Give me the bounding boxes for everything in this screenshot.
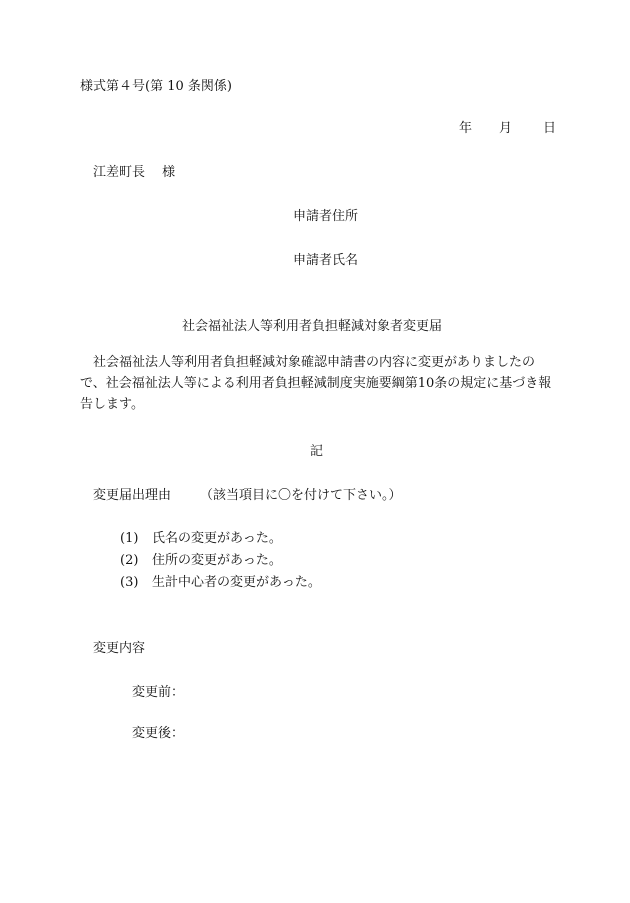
date-month-label: 月 [499,121,513,136]
applicant-name-label: 申請者氏名 [293,253,359,268]
change-content-label: 変更内容 [93,641,146,656]
reason-item-num: (2) [120,553,139,568]
reason-item-text: 氏名の変更があった。 [152,531,282,546]
date-year-label: 年 [459,121,473,136]
reason-item-num: (1) [120,531,139,546]
reason-item-text: 生計中心者の変更があった。 [152,575,321,590]
body-paragraph: 社会福祉法人等利用者負担軽減対象確認申請書の内容に変更がありましたので、社会福祉法人等による利用者負担軽減制度実施要綱第10条の規定に基づき報告します。 [80,355,552,412]
reason-note: （該当項目に〇を付けて下さい。） [200,488,402,503]
reason-item-num: (3) [120,575,139,590]
date-line [459,120,556,138]
document-title: 社会福祉法人等利用者負担軽減対象者変更届 [182,319,443,334]
ki-heading: 記 [310,444,324,459]
date-day-label: 日 [543,121,557,136]
change-after-label: 変更後： [132,726,185,741]
change-before-label: 変更前： [132,685,185,700]
form-number: 様式第４号(第 10 条関係) [80,79,232,94]
applicant-address-label: 申請者住所 [293,209,359,224]
reason-label: 変更届出理由 [93,488,172,503]
reason-item-text: 住所の変更があった。 [152,553,282,568]
addressee: 江差町長 様 [93,165,176,180]
